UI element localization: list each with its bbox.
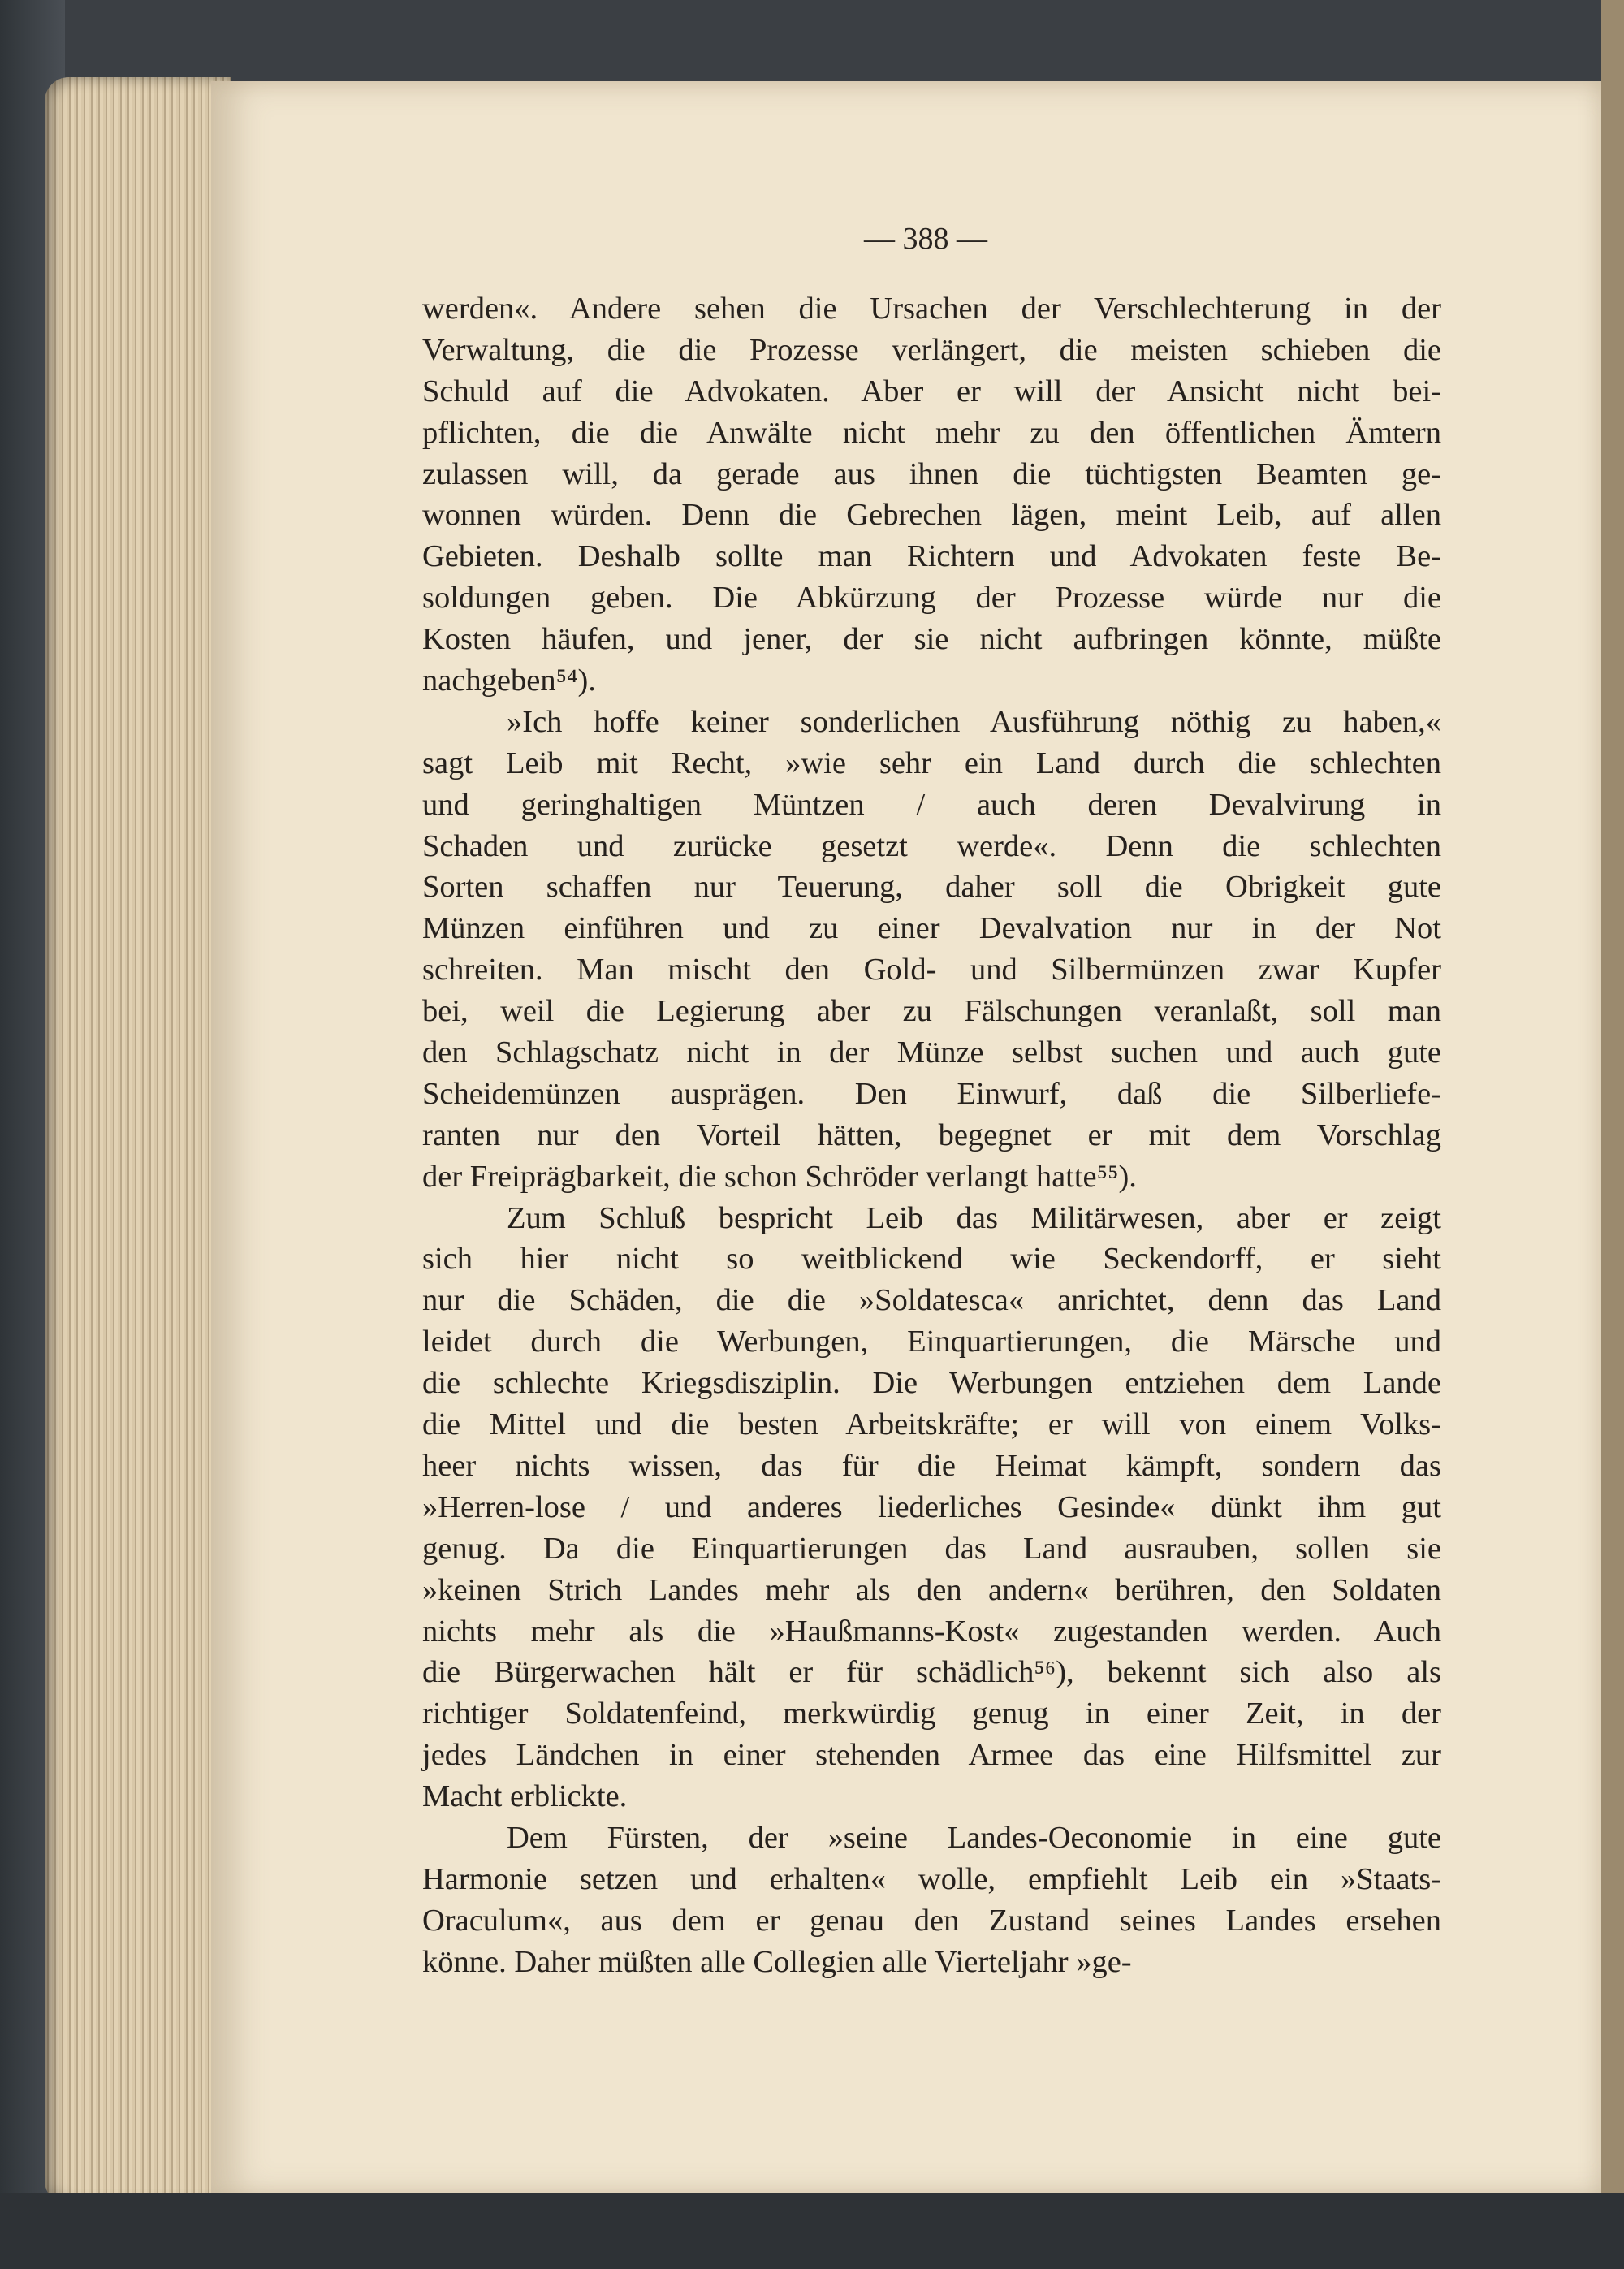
- text-line: richtiger Soldatenfeind, merkwürdig genug in einer Zeit, in der: [422, 1696, 1441, 1731]
- text-line: »Herren-lose / und anderes liederliches Gesinde« dünkt ihm gut: [422, 1489, 1441, 1524]
- text-line: bei, weil die Legierung aber zu Fälschungen veranlaßt, soll man: [422, 994, 1441, 1029]
- text-line: jedes Ländchen in einer stehenden Armee das eine Hilfsmittel zur: [422, 1738, 1441, 1773]
- text-line: wonnen würden. Denn die Gebrechen lägen, meint Leib, auf allen: [422, 498, 1441, 533]
- text-line: genug. Da die Einquartierungen das Land ausrauben, sollen sie: [422, 1531, 1441, 1566]
- paragraph: [422, 702, 1441, 1198]
- text-line: der Freiprägbarkeit, die schon Schröder verlangt hatte⁵⁵).: [422, 1159, 1137, 1194]
- body-text: [422, 288, 1441, 1983]
- text-line: nachgeben⁵⁴).: [422, 663, 596, 698]
- paragraph: [422, 1198, 1441, 1817]
- text-line: Scheidemünzen ausprägen. Den Einwurf, daß die Silberliefe-: [422, 1076, 1441, 1111]
- paragraph: [422, 1817, 1441, 1983]
- text-line: und geringhaltigen Müntzen / auch deren Devalvirung in: [422, 787, 1441, 822]
- text-line: »keinen Strich Landes mehr als den andern« berühren, den Soldaten: [422, 1572, 1441, 1607]
- text-line: nur die Schäden, die die »Soldatesca« anrichtet, denn das Land: [422, 1283, 1441, 1318]
- text-line: Dem Fürsten, der »seine Landes-Oeconomie in eine gute: [507, 1820, 1441, 1855]
- text-line: pflichten, die die Anwälte nicht mehr zu den öffentlichen Ämtern: [422, 415, 1441, 450]
- text-line: Harmonie setzen und erhalten« wolle, empfiehlt Leib ein »Staats-: [422, 1861, 1441, 1896]
- next-page-edge: [1601, 0, 1624, 2269]
- text-line: Gebieten. Deshalb sollte man Richtern und Advokaten feste Be-: [422, 539, 1441, 574]
- text-line: nichts mehr als die »Haußmanns-Kost« zugestanden werden. Auch: [422, 1614, 1441, 1649]
- text-line: schreiten. Man mischt den Gold- und Silbermünzen zwar Kupfer: [422, 953, 1441, 988]
- text-line: Schuld auf die Advokaten. Aber er will der Ansicht nicht bei-: [422, 374, 1441, 408]
- text-line: Schaden und zurücke gesetzt werde«. Denn die schlechten: [422, 828, 1441, 863]
- text-line: könne. Daher müßten alle Collegien alle Vierteljahr »ge-: [422, 1944, 1132, 1979]
- text-line: Oraculum«, aus dem er genau den Zustand seines Landes ersehen: [422, 1903, 1441, 1938]
- paragraph: [422, 288, 1441, 702]
- text-line: heer nichts wissen, das für die Heimat kämpft, sondern das: [422, 1448, 1441, 1483]
- text-line: Zum Schluß bespricht Leib das Militärwesen, aber er zeigt: [507, 1200, 1441, 1235]
- text-line: den Schlagschatz nicht in der Münze selbst suchen und auch gute: [422, 1035, 1441, 1070]
- text-line: leidet durch die Werbungen, Einquartierungen, die Märsche und: [422, 1325, 1441, 1359]
- text-line: die Bürgerwachen hält er für schädlich⁵⁶), bekennt sich also als: [422, 1655, 1441, 1690]
- text-line: soldungen geben. Die Abkürzung der Prozesse würde nur die: [422, 581, 1441, 616]
- text-line: »Ich hoffe keiner sonderlichen Ausführung nöthig zu haben,«: [507, 704, 1441, 739]
- text-line: werden«. Andere sehen die Ursachen der Verschlechterung in der: [422, 292, 1441, 326]
- book-page-edges: [45, 77, 231, 2205]
- scan-background-bottom: [0, 2193, 1624, 2269]
- text-line: sagt Leib mit Recht, »wie sehr ein Land durch die schlechten: [422, 746, 1441, 780]
- text-line: ranten nur den Vorteil hätten, begegnet er mit dem Vorschlag: [422, 1117, 1441, 1152]
- text-line: Kosten häufen, und jener, der sie nicht aufbringen könnte, müßte: [422, 622, 1441, 657]
- text-line: die Mittel und die besten Arbeitskräfte; er will von einem Volks-: [422, 1407, 1441, 1442]
- text-line: Macht erblickte.: [422, 1779, 628, 1814]
- text-line: Verwaltung, die die Prozesse verlängert, die meisten schieben die: [422, 332, 1441, 367]
- text-line: Sorten schaffen nur Teuerung, daher soll die Obrigkeit gute: [422, 870, 1441, 905]
- text-line: sich hier nicht so weitblickend wie Seckendorff, er sieht: [422, 1242, 1441, 1277]
- page-number: — 388 —: [864, 222, 987, 256]
- text-line: Münzen einführen und zu einer Devalvation nur in der Not: [422, 911, 1441, 946]
- text-line: die schlechte Kriegsdisziplin. Die Werbungen entziehen dem Lande: [422, 1366, 1441, 1401]
- text-line: zulassen will, da gerade aus ihnen die tüchtigsten Beamten ge-: [422, 456, 1441, 491]
